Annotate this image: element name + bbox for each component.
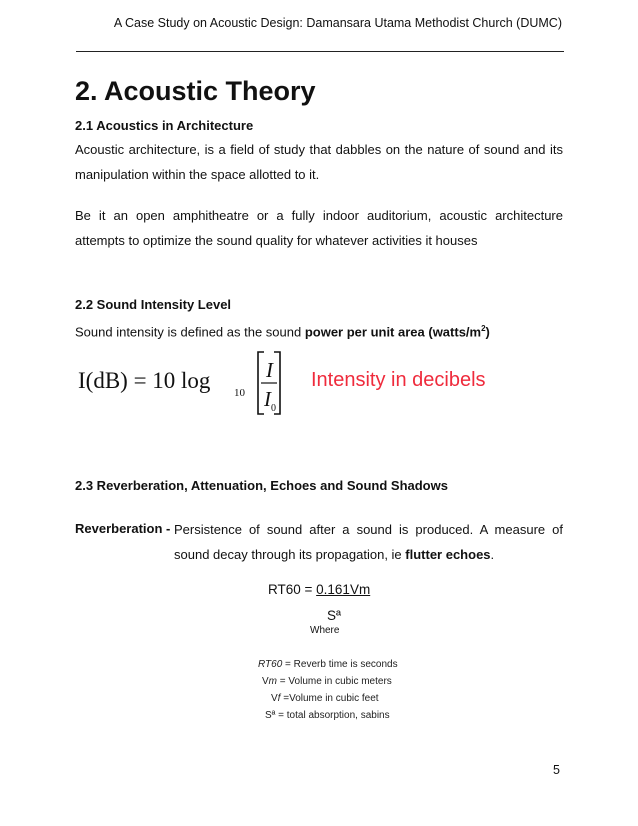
glossary-vf [271,693,379,704]
glossary-sa [265,710,390,721]
def-text: Persistence of sound after a sound is produced. A measure of sound decay through its propagation, ie [174,522,563,562]
rt60-lhs: RT60 = [268,582,317,597]
rt60-denominator: Sª [327,608,342,623]
def-end: . [490,547,495,562]
gloss-sym: RT60 [258,659,283,670]
gloss-sym: f [277,693,281,704]
lead-bold: power per unit area (watts/m [304,324,482,340]
where-label: Where [310,625,340,636]
page-header: A Case Study on Acoustic Design: Damansara Utama Methodist Church (DUMC) [113,16,562,30]
reverberation-term: Reverberation - [75,521,171,536]
gloss-text: = Reverb time is seconds [282,659,398,670]
paragraph-2-1-a: Acoustic architecture, is a field of study that dabbles on the nature of sound and its manipulation within the space allotted to it. [75,142,563,182]
paragraph-2-1-b: Be it an open amphitheatre or a fully indoor auditorium, acoustic architecture attempts to optimize the sound quality for whatever activities it houses [75,208,563,248]
intensity-formula [78,350,288,416]
section-title: 2. Acoustic Theory [75,76,316,106]
formula-lhs: I(dB) = 10 log [78,368,211,393]
heading-2-3: 2.3 Reverberation, Attenuation, Echoes and Sound Shadows [75,478,448,493]
glossary-rt60 [258,659,398,670]
heading-2-2: 2.2 Sound Intensity Level [75,297,232,312]
formula-caption: Intensity in decibels [311,369,486,391]
rt60-numerator: 0.161Vm [316,582,371,597]
heading-2-1: 2.1 Acoustics in Architecture [75,118,254,133]
paragraph-2-2 [75,316,563,344]
gloss-sym: m [268,676,278,687]
formula-base: 10 [234,387,245,399]
gloss-text: =Volume in cubic feet [280,693,379,704]
header-rule [76,51,564,52]
rt60-equation [268,582,370,597]
formula-numerator: I [266,358,273,382]
reverberation-definition [174,517,563,567]
formula-denominator: I [264,387,271,411]
glossary-vm [262,676,392,687]
formula-den-sub: 0 [271,403,276,414]
gloss-sym-pre: V [262,676,269,687]
def-bold: flutter echoes [405,547,491,562]
lead-sup: 2 [481,324,486,333]
gloss-text: = Volume in cubic meters [277,676,392,687]
gloss-sym-pre: Sª [265,710,276,721]
lead-text: Sound intensity is defined as the sound [75,324,305,340]
gloss-sym-pre: V [271,693,278,704]
page-number: 5 [553,763,560,777]
lead-close: ) [485,324,490,340]
gloss-text: = total absorption, sabins [275,710,390,721]
